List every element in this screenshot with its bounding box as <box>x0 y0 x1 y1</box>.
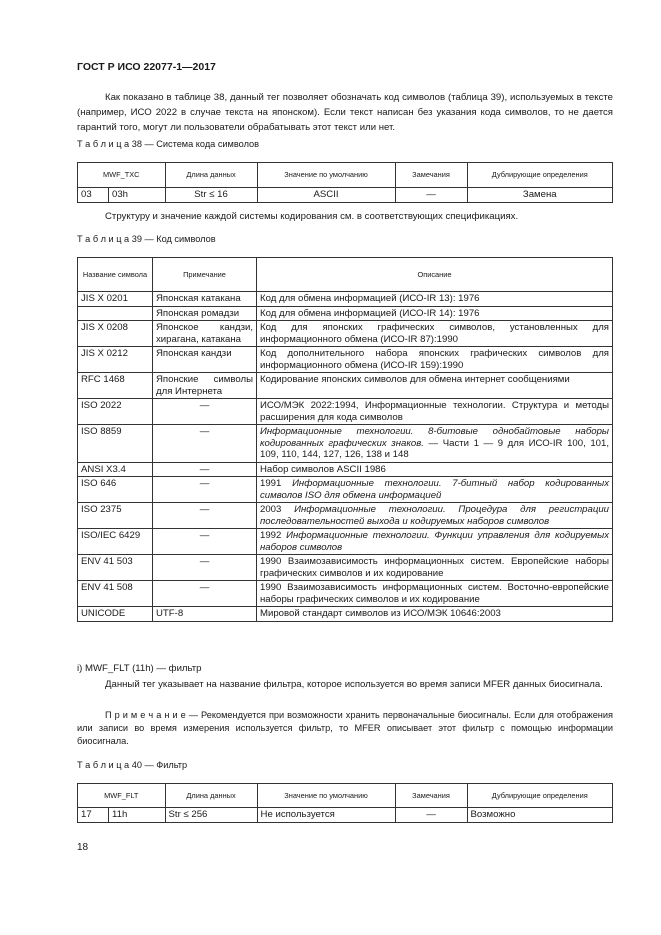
table39-description-cell <box>257 399 613 425</box>
table-row <box>78 462 613 477</box>
table39-name-cell: JIS X 0208 <box>78 321 153 347</box>
table38-cell: 03 <box>78 188 109 203</box>
table39-note-cell: — <box>153 462 257 477</box>
table40-cell: Str ≤ 256 <box>165 808 257 823</box>
table40-header-length: Длина данных <box>165 784 257 808</box>
table40-header-remarks: Замечания <box>395 784 467 808</box>
table39-name-cell: UNICODE <box>78 607 153 622</box>
structure-paragraph: Структуру и значение каждой системы кодирования см. в соответствующих спецификациях. <box>105 211 519 222</box>
table40 <box>77 783 613 823</box>
table39-note-cell: Японская катакана <box>153 292 257 307</box>
table39-description-text: Код дополнительного набора японских графических символов для информационного обмена (ИСО-IR 159):1990 <box>260 348 609 371</box>
table39-description-cell <box>257 292 613 307</box>
table40-header-default: Значение по умолчанию <box>257 784 395 808</box>
table39-description-text: 1990 Взаимозависимость информационных систем. Восточно-европейские наборы графических символов и их кодирование <box>260 582 609 605</box>
table39-name-cell: ANSI X3.4 <box>78 462 153 477</box>
table39-description-text: Набор символов ASCII 1986 <box>260 463 386 475</box>
table40-cell: Возможно <box>467 808 612 823</box>
table-row <box>78 306 613 321</box>
table-row <box>78 425 613 463</box>
table39-description-cell <box>257 321 613 347</box>
table38 <box>77 162 613 203</box>
table39-name-cell: ISO 2375 <box>78 503 153 529</box>
table39-note-cell: Японское кандзи, хирагана, катакана <box>153 321 257 347</box>
note-paragraph <box>77 709 613 748</box>
table-row <box>78 347 613 373</box>
table39-description-cell <box>257 555 613 581</box>
table39-description-text: Информационные технологии. Процедура для регистрации последовательностей выхода и кодируемых наборов символов <box>260 504 609 527</box>
table39-description-text: Код для обмена информацией (ИСО-IR 13): 1976 <box>260 293 480 304</box>
table-row <box>78 321 613 347</box>
table39-name-cell: ISO 2022 <box>78 399 153 425</box>
table-row <box>78 808 613 823</box>
filter-heading: i) MWF_FLT (11h) — фильтр <box>77 663 202 674</box>
table39-description-cell <box>257 529 613 555</box>
table39-description-text: 1990 Взаимозависимость информационных систем. Европейские наборы графических символов и их кодирование <box>260 556 609 579</box>
table39-description-text: Код для обмена информацией (ИСО-IR 14): 1976 <box>260 307 480 319</box>
table39-name-cell: ISO 8859 <box>78 425 153 463</box>
table-row <box>78 555 613 581</box>
table39-note-cell: — <box>153 425 257 463</box>
table40-cell: 17 <box>78 808 109 823</box>
table39-name-cell <box>78 306 153 321</box>
table39-description-text: Информационные технологии. 7-битный набор кодированных символов ISO для обмена информацией <box>260 478 609 501</box>
table38-cell: Замена <box>467 188 612 203</box>
table39-note-cell: Японские символы для Интернета <box>153 373 257 399</box>
table39-description-text: Информационные технологии. 8-битовые однобайтовые наборы кодированных графических знаков. <box>260 426 609 449</box>
table38-cell: 03h <box>109 188 166 203</box>
table38-header-remarks: Замечания <box>395 163 467 188</box>
table39-header-note: Примечание <box>153 258 257 292</box>
table-row <box>78 399 613 425</box>
table39-description-cell <box>257 503 613 529</box>
table38-cell: — <box>395 188 467 203</box>
table39-note-cell: UTF-8 <box>153 607 257 622</box>
table39 <box>77 257 613 622</box>
table39-caption: Т а б л и ц а 39 — Код символов <box>77 234 216 244</box>
table39-description-text: 1992 <box>260 530 287 541</box>
table39-note-cell: — <box>153 529 257 555</box>
table39-description-text: ИСО/МЭК 2022:1994, Информационные технологии. Структура и методы расширения для кода символов <box>260 400 609 423</box>
intro-paragraph: Как показано в таблице 38, данный тег позволяет обозначать код символов (таблица 39), используемых в тексте (например, ИСО 2022 в случае текста на японском). Если текст написан без указания кода символов, то не дается гарантий того, могут ли пользователи обрабатывать этот текст или нет. <box>77 92 613 133</box>
table39-note-cell: — <box>153 503 257 529</box>
table38-header-tag: MWF_TXC <box>78 163 166 188</box>
table39-description-cell <box>257 347 613 373</box>
table-row <box>78 529 613 555</box>
table38-header-default: Значение по умолчанию <box>257 163 395 188</box>
table39-name-cell: JIS X 0212 <box>78 347 153 373</box>
table39-header-name: Название символа <box>78 258 153 292</box>
table39-note-cell: — <box>153 555 257 581</box>
note-label: П р и м е ч а н и е <box>105 710 186 720</box>
table40-header-tag: MWF_FLT <box>78 784 166 808</box>
table40-header-duplicate: Дублирующие определения <box>467 784 612 808</box>
table40-cell: Не используется <box>257 808 395 823</box>
table38-cell: ASCII <box>257 188 395 203</box>
table39-description-text: Код для японских графических символов, установленных для информационного обмена (ИСО-IR 87):1990 <box>260 322 609 345</box>
note-text: — Рекомендуется при возможности хранить первоначальные биосигналы. Если для отображения или записи во время измерения используется фильтр, то MFER описывает этот фильтр с помощью информации биосигнала. <box>77 710 613 746</box>
table38-cell: Str ≤ 16 <box>165 188 257 203</box>
table38-caption: Т а б л и ц а 38 — Система кода символов <box>77 139 260 149</box>
table39-note-cell: — <box>153 477 257 503</box>
table39-description-text: 1991 <box>260 478 293 489</box>
table38-header-duplicate: Дублирующие определения <box>467 163 612 188</box>
filter-paragraph: Данный тег указывает на название фильтра, которое используется во время записи MFER данных биосигнала. <box>105 679 603 690</box>
table39-name-cell: JIS X 0201 <box>78 292 153 307</box>
table39-name-cell: ISO 646 <box>78 477 153 503</box>
table39-name-cell: ISO/IEC 6429 <box>78 529 153 555</box>
table39-description-text: Кодирование японских символов для обмена интернет сообщениями <box>260 374 570 385</box>
table39-description-cell <box>257 477 613 503</box>
table39-name-cell: RFC 1468 <box>78 373 153 399</box>
table39-description-cell <box>257 607 613 622</box>
table39-note-cell: Японская ромадзи <box>153 306 257 321</box>
table-row <box>78 373 613 399</box>
table-row <box>78 188 613 203</box>
table40-cell: 11h <box>109 808 166 823</box>
table39-description-text: 2003 <box>260 504 295 515</box>
table-row <box>78 503 613 529</box>
table39-description-cell <box>257 462 613 477</box>
table38-header-length: Длина данных <box>165 163 257 188</box>
table39-description-cell <box>257 425 613 463</box>
table40-caption: Т а б л и ц а 40 — Фильтр <box>77 760 188 770</box>
table39-note-cell: Японская кандзи <box>153 347 257 373</box>
table39-name-cell: ENV 41 508 <box>78 581 153 607</box>
table39-header-description: Описание <box>257 258 613 292</box>
table-row <box>78 607 613 622</box>
table39-description-cell <box>257 581 613 607</box>
table-row <box>78 581 613 607</box>
table39-note-cell: — <box>153 581 257 607</box>
page-number: 18 <box>77 842 89 853</box>
table39-description-text: Информационные технологии. Функции управления для кодируемых наборов символов <box>260 530 609 553</box>
document-header: ГОСТ Р ИСО 22077-1—2017 <box>77 61 216 73</box>
table-row <box>78 477 613 503</box>
table-row <box>78 292 613 307</box>
table39-name-cell: ENV 41 503 <box>78 555 153 581</box>
table39-description-cell <box>257 373 613 399</box>
table39-description-text: — Части 1 — 9 для ИСО-IR 100, 101, 109, 110, 144, 127, 126, 138 и 148 <box>260 437 609 460</box>
table39-description-cell <box>257 306 613 321</box>
table40-cell: — <box>395 808 467 823</box>
table39-description-text: Мировой стандарт символов из ИСО/МЭК 10646:2003 <box>260 608 501 619</box>
table39-note-cell: — <box>153 399 257 425</box>
